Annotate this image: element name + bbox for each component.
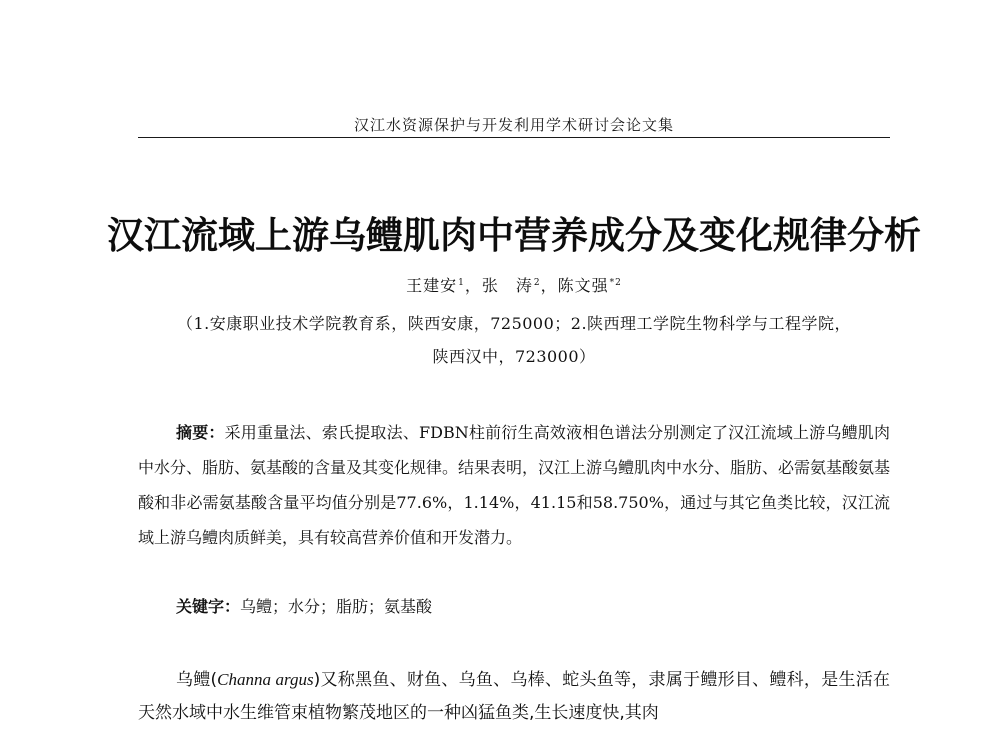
author-affiliation-mark: 2 <box>533 277 541 288</box>
running-header: 汉江水资源保护与开发利用学术研讨会论文集 <box>353 116 674 134</box>
abstract-text: 采用重量法、索氏提取法、FDBN柱前衍生高效液相色谱法分别测定了汉江流域上游乌鳢肌肉中水分、脂肪、氨基酸的含量及其变化规律。结果表明，汉江上游乌鳢肌肉中水分、脂肪、必需氨基酸氨基酸和非必需氨基酸含量平均值分别是77.6%，1.14%，41.15和58.750%，通过与其它鱼类比较，汉江流域上游乌鳢肉质鲜美，具有较高营养价值和开发潜力。 <box>138 423 891 547</box>
author-separator: ， <box>464 276 482 295</box>
author-affiliation-mark: *2 <box>609 277 622 288</box>
affiliation-line: 陕西汉中，723000） <box>432 347 596 366</box>
author-list <box>138 273 890 296</box>
abstract-label: 摘要： <box>176 423 225 442</box>
author-separator: ， <box>540 276 558 295</box>
keywords-label: 关键字： <box>176 597 241 616</box>
author-name: 陈文强 <box>557 276 609 295</box>
author-name: 张 涛 <box>481 276 533 295</box>
keywords-line <box>176 594 432 617</box>
intro-text: )又称黑鱼、财鱼、乌鱼、乌棒、蛇头鱼等，隶属于鳢形目、鳢科，是生活在天然水域中水生维管束植物繁茂地区的一种凶猛鱼类,生长速度快,其肉 <box>138 670 890 723</box>
affiliation-line: （1.安康职业技术学院教育系，陕西安康，725000；2.陕西理工学院生物科学与工程学院， <box>176 314 852 333</box>
intro-paragraph <box>138 663 890 730</box>
keywords-text: 乌鳢；水分；脂肪；氨基酸 <box>240 597 433 616</box>
author-affiliation-mark: 1 <box>458 277 465 288</box>
paper-title: 汉江流域上游乌鳢肌肉中营养成分及变化规律分析 <box>107 213 921 257</box>
header-rule <box>138 137 890 138</box>
intro-lead: 乌鳢( <box>176 670 218 690</box>
species-latin-name: Channa argus <box>217 670 314 689</box>
author-name: 王建安 <box>406 276 458 295</box>
abstract-paragraph <box>138 415 890 555</box>
